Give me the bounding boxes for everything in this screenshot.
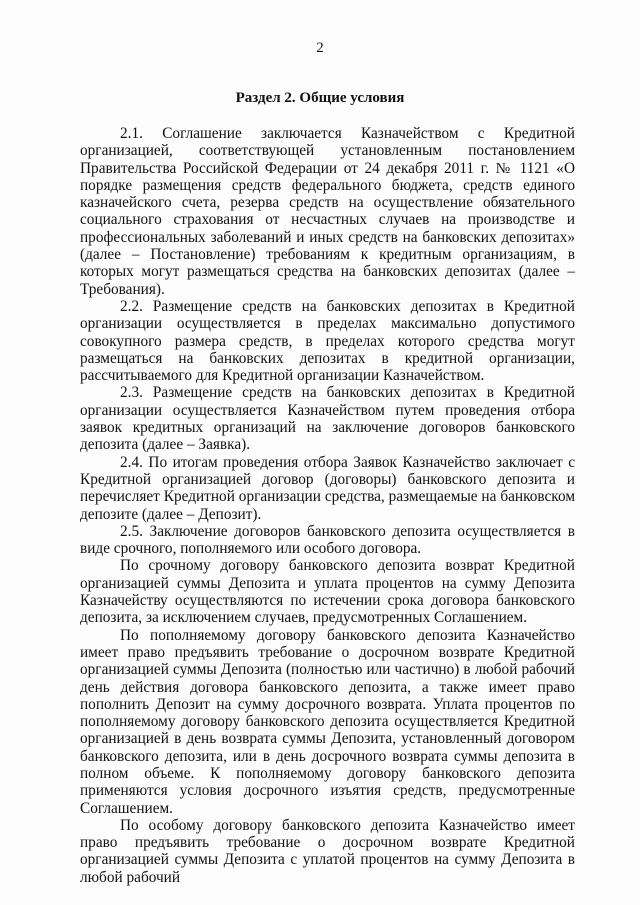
paragraph-2-3: 2.3. Размещение средств на банковских депозитах в Кредитной организации осуществляется Казначейством путем проведения отбора заявок кредитных организаций на заключение договоров банковского депозита (далее – Заявка). xyxy=(80,384,575,454)
paragraph-2-4: 2.4. По итогам проведения отбора Заявок Казначейство заключает с Кредитной организацией договор (договоры) банковского депозита и перечисляет Кредитной организации средства, размещаемые на банковском депозите (далее – Депозит). xyxy=(80,453,575,523)
document-body xyxy=(80,125,575,886)
section-title: Раздел 2. Общие условия xyxy=(235,90,405,106)
paragraph-2-1: 2.1. Соглашение заключается Казначейством с Кредитной организацией, соответствующей установленным постановлением Правительства Российской Федерации от 24 декабря 2011 г. № 1121 «О порядке размещения средств федерального бюджета, средств единого казначейского счета, резерва средств на осуществление обязательного социального страхования от несчастных случаев на производстве и профессиональных заболеваний и иных средств на банковских депозитах» (далее – Постановление) требованиям к кредитным организациям, в которых могут размещаться средства на банковских депозитах (далее – Требования). xyxy=(80,125,575,298)
paragraph-special-deposit: По особому договору банковского депозита Казначейство имеет право предъявить требование о досрочном возврате Кредитной организацией суммы Депозита с уплатой процентов на сумму Депозита в любой рабочий xyxy=(80,816,575,886)
paragraph-replenishable-deposit: По пополняемому договору банковского депозита Казначейство имеет право предъявить требование о досрочном возврате Кредитной организацией суммы Депозита (полностью или частично) в любой рабочий день действия договора банковского депозита, а также имеет право пополнить Депозит на сумму досрочного возврата. Уплата процентов по пополняемому договору банковского депозита осуществляется Кредитной организацией в день возврата суммы Депозита, установленный договором банковского депозита, или в день досрочного возврата суммы депозита в полном объеме. К пополняемому договору банковского депозита применяются условия досрочного изъятия средств, предусмотренные Соглашением. xyxy=(80,626,575,817)
paragraph-2-5: 2.5. Заключение договоров банковского депозита осуществляется в виде срочного, пополняемого или особого договора. xyxy=(80,522,575,558)
paragraph-term-deposit: По срочному договору банковского депозита возврат Кредитной организацией суммы Депозита и уплата процентов на сумму Депозита Казначейству осуществляются по истечении срока договора банковского депозита, за исключением случаев, предусмотренных Соглашением. xyxy=(80,557,575,627)
paragraph-2-2: 2.2. Размещение средств на банковских депозитах в Кредитной организации осуществляется в пределах максимально допустимого совокупного размера средств, в пределах которого средства могут размещаться на банковских депозитах в кредитной организации, рассчитываемого для Кредитной организации Казначейством. xyxy=(80,297,575,385)
page-number: 2 xyxy=(316,40,324,56)
